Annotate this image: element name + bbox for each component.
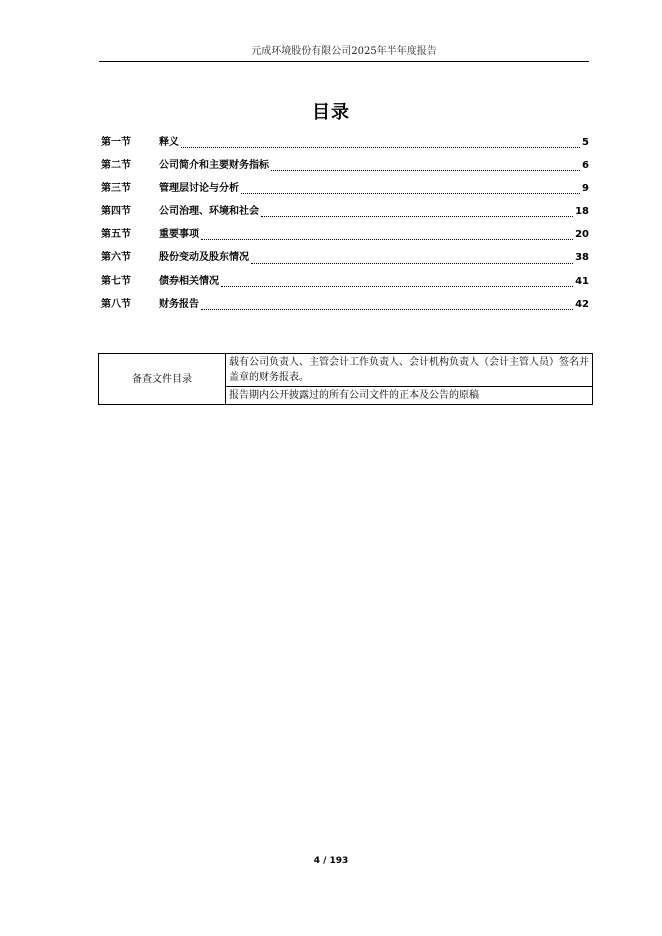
reference-documents-table [98, 353, 593, 405]
header-divider [99, 61, 589, 62]
toc-dot-leader [241, 193, 580, 194]
toc-section-number: 第七节 [101, 275, 131, 287]
toc-section-number: 第一节 [101, 137, 131, 148]
toc-dot-leader [201, 239, 573, 240]
toc-section-number: 第六节 [101, 252, 131, 264]
reference-document-item: 报告期内公开披露过的所有公司文件的正本及公告的原稿 [226, 387, 593, 405]
toc-section-label: 财务报告 [159, 298, 199, 310]
toc-section-label: 释义 [159, 137, 179, 148]
reference-documents-label: 备查文件目录 [99, 354, 226, 405]
reference-document-item: 载有公司负责人、主管会计工作负责人、会计机构负责人（会计主管人员）签名并盖章的财务报表。 [226, 354, 593, 387]
toc-section-number: 第四节 [101, 206, 131, 218]
toc-page-number: 18 [575, 206, 589, 218]
toc-dot-leader [251, 263, 573, 264]
toc-page-number: 6 [582, 160, 589, 172]
toc-section-number: 第二节 [101, 160, 131, 172]
toc-page-number: 41 [575, 275, 589, 287]
toc-entry[interactable] [101, 156, 589, 179]
toc-page-number: 20 [575, 229, 589, 241]
toc-section-number: 第八节 [101, 298, 131, 310]
toc-section-label: 公司治理、环境和社会 [159, 206, 259, 218]
toc-page-number: 38 [575, 252, 589, 264]
toc-entry[interactable] [101, 133, 589, 156]
toc-section-label: 股份变动及股东情况 [159, 252, 249, 264]
toc-page-number: 5 [582, 137, 589, 148]
toc-entry[interactable] [101, 295, 589, 318]
toc-section-label: 管理层讨论与分析 [159, 183, 239, 195]
toc-section-label: 公司简介和主要财务指标 [159, 160, 269, 172]
toc-section-label: 债券相关情况 [159, 275, 219, 287]
toc-dot-leader [181, 147, 580, 148]
toc-section-label: 重要事项 [159, 229, 199, 241]
toc-entry[interactable] [101, 272, 589, 295]
report-header: 元成环境股份有限公司2025年半年度报告 [251, 46, 437, 57]
toc-title: 目录 [312, 102, 350, 123]
toc-entry[interactable] [101, 248, 589, 271]
toc-dot-leader [221, 286, 573, 287]
toc-section-number: 第三节 [101, 183, 131, 195]
toc-dot-leader [261, 216, 573, 217]
toc-entry[interactable] [101, 179, 589, 202]
toc-dot-leader [201, 309, 573, 310]
toc-page-number: 9 [582, 183, 589, 195]
table-of-contents [101, 133, 589, 318]
toc-dot-leader [271, 170, 580, 171]
toc-entry[interactable] [101, 202, 589, 225]
table-row [99, 354, 593, 387]
toc-entry[interactable] [101, 225, 589, 248]
toc-page-number: 42 [575, 298, 589, 310]
toc-section-number: 第五节 [101, 229, 131, 241]
page-indicator: 4 / 193 [313, 856, 349, 866]
